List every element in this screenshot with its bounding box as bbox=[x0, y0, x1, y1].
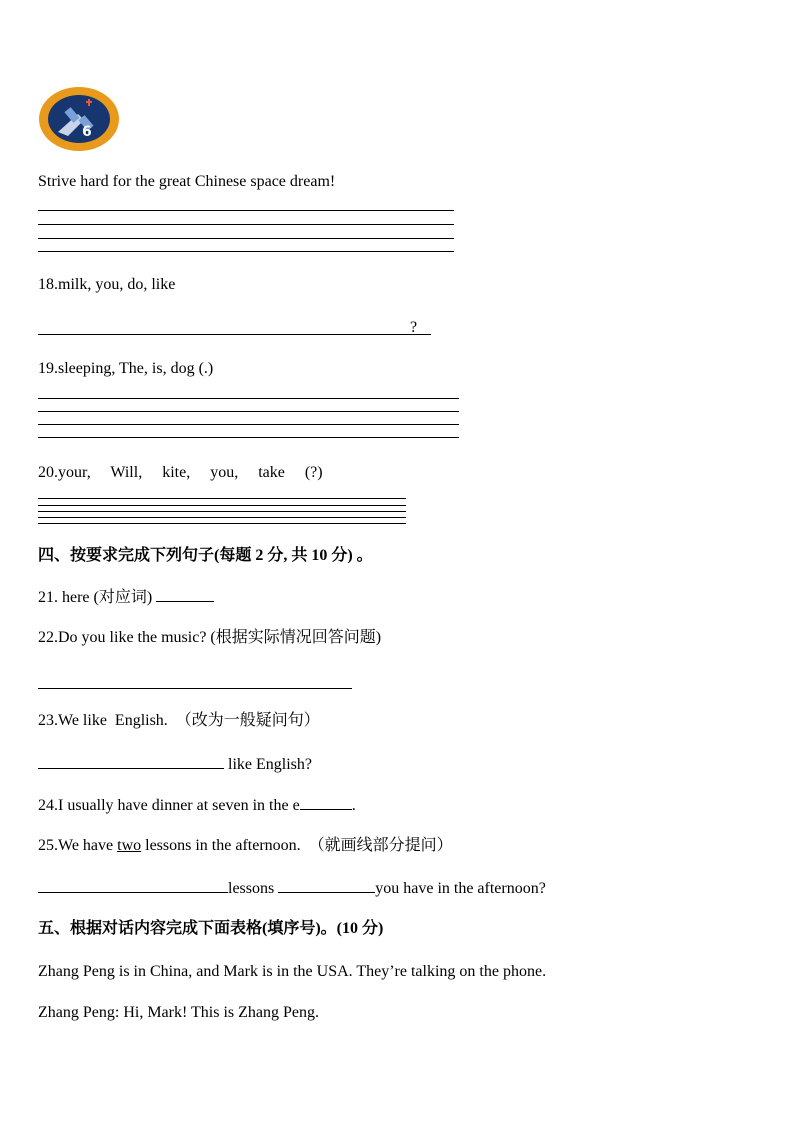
answer-line bbox=[38, 523, 406, 524]
question-23-answer: like English? bbox=[38, 754, 312, 775]
answer-line bbox=[38, 511, 406, 512]
dialog-line: Zhang Peng: Hi, Mark! This is Zhang Peng. bbox=[38, 1004, 320, 1021]
question-23: 23.We like English. （改为一般疑问句） bbox=[38, 712, 320, 729]
answer-blank[interactable] bbox=[278, 878, 375, 893]
answer-line[interactable] bbox=[38, 688, 352, 689]
answer-line bbox=[38, 334, 431, 335]
dialog-intro: Zhang Peng is in China, and Mark is in the USA. They’re talking on the phone. bbox=[38, 963, 547, 980]
answer-line bbox=[38, 505, 406, 506]
answer-blank[interactable] bbox=[38, 878, 228, 893]
question-25: 25.We have two lessons in the afternoon. （就画线部分提问） bbox=[38, 837, 453, 854]
slogan-text: Strive hard for the great Chinese space dream! bbox=[38, 173, 336, 190]
answer-line bbox=[38, 210, 454, 211]
answer-line bbox=[38, 251, 454, 252]
question-20: 20.your, Will, kite, you, take (?) bbox=[38, 464, 323, 481]
mission-patch-icon bbox=[38, 86, 120, 152]
question-25-answer: lessons you have in the afternoon? bbox=[38, 878, 546, 899]
question-18-end-mark: ? bbox=[410, 319, 418, 336]
question-21: 21. here (对应词) bbox=[38, 587, 214, 608]
answer-line bbox=[38, 424, 459, 425]
answer-blank[interactable] bbox=[300, 795, 352, 810]
question-19: 19.sleeping, The, is, dog (.) bbox=[38, 360, 214, 377]
underlined-word: two bbox=[117, 837, 142, 854]
question-22: 22.Do you like the music? (根据实际情况回答问题) bbox=[38, 629, 382, 646]
svg-text:6: 6 bbox=[82, 124, 92, 140]
section-4-title: 四、按要求完成下列句子(每题 2 分, 共 10 分) 。 bbox=[38, 547, 373, 564]
answer-line bbox=[38, 238, 454, 239]
answer-line bbox=[38, 437, 459, 438]
answer-line bbox=[38, 411, 459, 412]
question-18: 18.milk, you, do, like bbox=[38, 276, 176, 293]
answer-line bbox=[38, 398, 459, 399]
answer-blank[interactable] bbox=[156, 587, 214, 602]
section-5-title: 五、根据对话内容完成下面表格(填序号)。(10 分) bbox=[38, 920, 384, 937]
question-24: 24.I usually have dinner at seven in the e . bbox=[38, 797, 356, 814]
answer-blank[interactable] bbox=[38, 754, 224, 769]
answer-line bbox=[38, 517, 406, 518]
answer-line bbox=[38, 224, 454, 225]
answer-line bbox=[38, 498, 406, 499]
